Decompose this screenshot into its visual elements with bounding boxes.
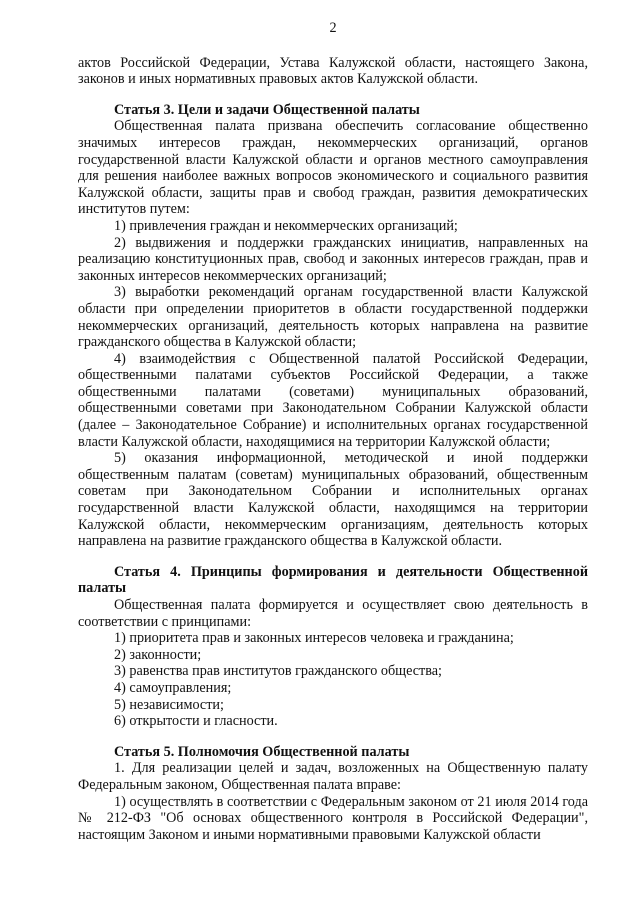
page-number: 2 xyxy=(329,20,337,36)
paragraph-intro: актов Российской Федерации, Устава Калужской области, настоящего Закона, законов и иных нормативных правовых актов Калужской области. xyxy=(78,54,588,88)
heading-article-5: Статья 5. Полномочия Общественной палаты xyxy=(114,743,410,760)
list-item-5-1: 1) осуществлять в соответствии с Федеральным законом от 21 июля 2014 года № 212-ФЗ "Об основах общественного контроля в Российской Федерации", настоящим Законом и иными нормативными правовыми Калужской области xyxy=(78,793,588,843)
list-item-4-2: 2) законности; xyxy=(114,646,202,663)
paragraph-article-5-body: 1. Для реализации целей и задач, возложенных на Общественную палату Федеральным законом, Общественная палата вправе: xyxy=(78,760,588,793)
list-item-4-1: 1) приоритета прав и законных интересов человека и гражданина; xyxy=(114,630,514,647)
list-item-4-4: 4) самоуправления; xyxy=(114,679,232,696)
list-item-3-2: 2) выдвижения и поддержки гражданских инициатив, направленных на реализацию конституционных прав, свобод и законных интересов граждан, прав и законных интересов некоммерческих организаций; xyxy=(78,234,588,284)
paragraph-article-4-body: Общественная палата формируется и осуществляет свою деятельность в соответствии с принципами: xyxy=(78,597,588,630)
list-item-4-3: 3) равенства прав институтов гражданского общества; xyxy=(114,663,443,680)
list-item-3-5: 5) оказания информационной, методической и иной поддержки общественным палатам (советам) муниципальных образований, общественным советам при Законодательном Собрании и исполнительных органах государственной власти Калужской области, находящимся на территории Калужской области, некоммерческим организациям, деятельность которых направлена на развитие гражданского общества в Калужской области. xyxy=(78,450,588,550)
list-item-3-3: 3) выработки рекомендаций органам государственной власти Калужской области при определении приоритетов в области государственной поддержки некоммерческих организаций, деятельность которых направлена на развитие гражданского общества в Калужской области; xyxy=(78,284,588,351)
list-item-4-5: 5) независимости; xyxy=(114,696,224,713)
list-item-3-1: 1) привлечения граждан и некоммерческих организаций; xyxy=(114,217,458,234)
heading-article-3: Статья 3. Цели и задачи Общественной палаты xyxy=(114,101,420,118)
list-item-4-6: 6) открытости и гласности. xyxy=(114,713,278,730)
paragraph-article-3-body: Общественная палата призвана обеспечить согласование общественно значимых интересов граждан, некоммерческих организаций, органов государственной власти Калужской области и органов местного самоуправления для решения наиболее важных вопросов экономического и социального развития Калужской области, защиты прав и свобод граждан, развития демократических институтов путем: xyxy=(78,118,588,218)
list-item-3-4: 4) взаимодействия с Общественной палатой Российской Федерации, общественными палатами субъектов Российской Федерации, а также общественными палатами (советами) муниципальных образований, общественными советами при Законодательном Собрании Калужской области (далее – Законодательное Собрание) и исполнительных органах государственной власти Калужской области, находящимися на территории Калужской области; xyxy=(78,350,588,450)
heading-article-4: Статья 4. Принципы формирования и деятельности Общественной палаты xyxy=(78,563,588,597)
